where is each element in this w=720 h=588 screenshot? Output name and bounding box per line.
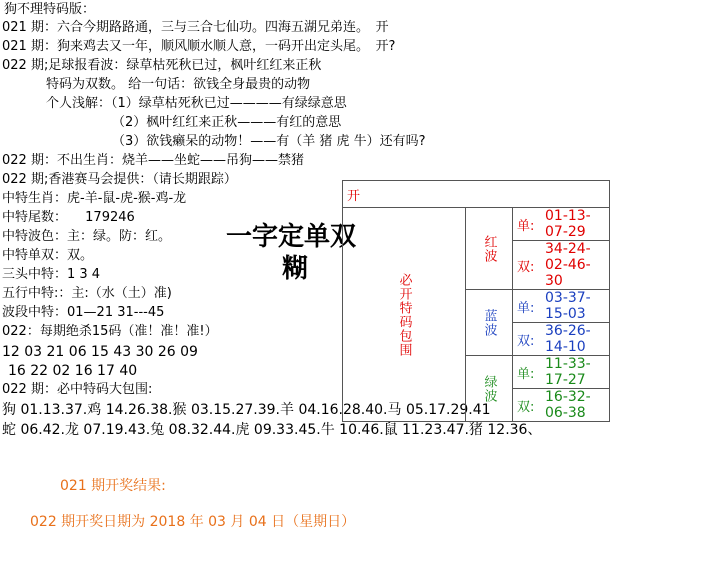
big-slogan-line1: 一字定单双 xyxy=(226,222,357,252)
line-022-hk: 022 期;香港赛马会提供：（请长期跟踪） xyxy=(2,172,237,187)
big-slogan-line2: 糊 xyxy=(282,254,309,284)
line-021-a: 021 期：六合今期路路通，三与三合七仙功。四海五湖兄弟连。 开 xyxy=(2,20,389,35)
tail-pick xyxy=(2,209,135,227)
range-pick: 波段中特：01—21 31---45 xyxy=(2,305,165,320)
head-pick: 三头中特：1 3 4 xyxy=(2,267,101,282)
red-wave-label: 红波 xyxy=(466,208,513,290)
blue-wave-label: 蓝波 xyxy=(466,290,513,356)
red-odd-label: 单: xyxy=(513,208,542,241)
zodiac-numbers-1: 狗 01.13.37.鸡 14.26.38.猴 03.15.27.39.羊 04.16.28.40.马 05.17.29.41 xyxy=(2,402,491,418)
red-even-numbers: 34-24-02-46-30 xyxy=(541,241,610,290)
blue-even-numbers: 36-26-14-10 xyxy=(541,323,610,356)
line-022-football: 022 期;足球报看波：绿草枯死秋已过，枫叶红红来正秋 xyxy=(2,58,322,73)
surround-title: 022 期：必中特码大包围: xyxy=(2,382,153,397)
zodiac-pick: 中特生肖：虎-羊-鼠-虎-猴-鸡-龙 xyxy=(2,191,187,206)
line-022-interp-3: （3）欲钱癞呆的动物！——有（羊 猪 虎 牛）还有吗? xyxy=(112,134,426,149)
tail-label: 中特尾数： xyxy=(2,210,68,225)
blue-odd-numbers: 03-37-15-03 xyxy=(541,290,610,323)
kill-numbers-2: 16 22 02 16 17 40 xyxy=(8,363,138,379)
green-wave-label: 绿波 xyxy=(466,356,513,422)
kill-numbers-1: 12 03 21 06 15 43 30 26 09 xyxy=(2,344,198,360)
green-odd-label: 单: xyxy=(513,356,542,389)
blue-even-label: 双: xyxy=(513,323,542,356)
red-even-label: 双: xyxy=(513,241,542,290)
line-022-interp-1: 个人浅解：（1）绿草枯死秋已过————有绿绿意思 xyxy=(46,96,347,111)
green-odd-numbers: 11-33-17-27 xyxy=(541,356,610,389)
green-even-label: 双: xyxy=(513,389,542,422)
odd-even-pick: 中特单双：双。 xyxy=(2,248,94,263)
zodiac-numbers-2: 蛇 06.42.龙 07.19.43.兔 08.32.44.虎 09.33.45.牛 10.46.鼠 11.23.47.猪 12.36、 xyxy=(2,422,542,438)
kill-line: 022：每期绝杀15码（准！准！准!） xyxy=(2,324,218,339)
result-022-date: 022 期开奖日期为 2018 年 03 月 04 日（星期日） xyxy=(30,514,356,530)
line-022-hint: 特码为双数。 给一句话：欲钱全身最贵的动物 xyxy=(46,77,311,92)
line-021-b: 021 期：狗来鸡去又一年，顺风顺水顺人意，一码开出定头尾。 开? xyxy=(2,39,396,54)
element-pick: 五行中特:：主:（水（土）准) xyxy=(2,286,172,301)
blue-odd-label: 单: xyxy=(513,290,542,323)
tail-value: 179246 xyxy=(85,210,135,225)
table-kai: 开 xyxy=(343,181,610,208)
line-022-exclude: 022 期：不出生肖：烧羊——坐蛇——吊狗——禁猪 xyxy=(2,153,304,168)
line-022-interp-2: （2）枫叶红红来正秋———有红的意思 xyxy=(112,115,342,130)
color-pick: 中特波色：主：绿。防：红。 xyxy=(2,229,172,244)
codes-table xyxy=(342,180,610,422)
green-even-numbers: 16-32-06-38 xyxy=(541,389,610,422)
table-side-label: 必开特码包围 xyxy=(343,208,466,422)
red-odd-numbers: 01-13-07-29 xyxy=(541,208,610,241)
page-header: 狗不理特码版： xyxy=(4,2,96,17)
result-021: 021 期开奖结果: xyxy=(60,478,166,494)
